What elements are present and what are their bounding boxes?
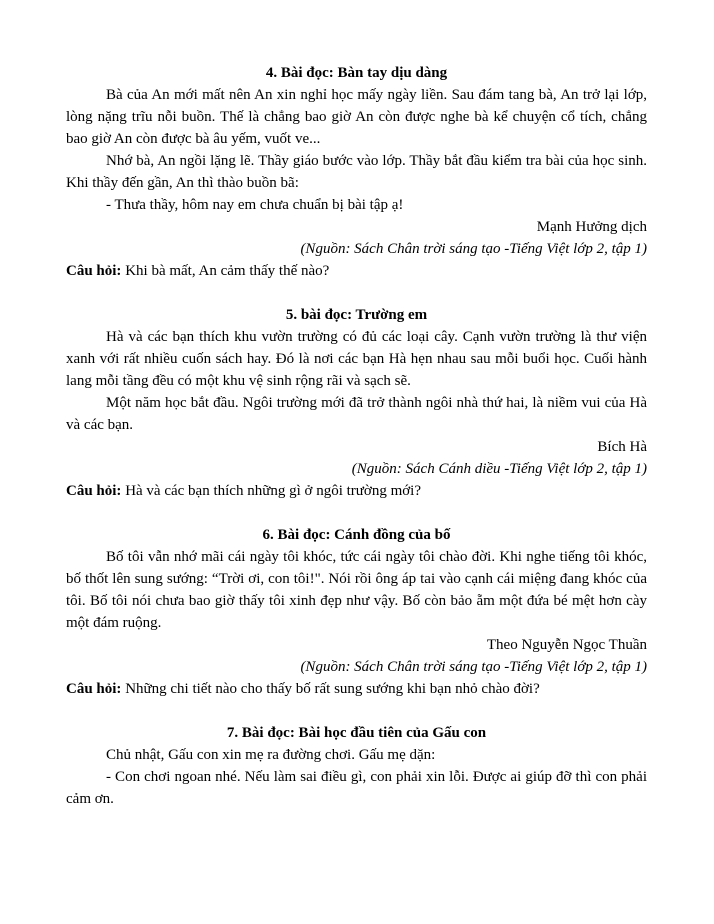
paragraph: Hà và các bạn thích khu vườn trường có đủ các loại cây. Cạnh vườn trường là thư viện xanh với rất nhiều cuốn sách hay. Đó là nơi các bạn Hà hẹn nhau sau mỗi buổi học. Cuối hành lang mỗi tầng đều có một khu vệ sinh rộng rãi và sạch sẽ. [66,329,647,389]
section-5 [66,304,647,502]
question-text: Những chi tiết nào cho thấy bố rất sung sướng khi bạn nhỏ chào đời? [121,681,540,697]
paragraph: Nhớ bà, An ngồi lặng lẽ. Thầy giáo bước vào lớp. Thầy bắt đầu kiểm tra bài của học sinh. Khi thầy đến gần, An thì thào buồn bã: [66,153,647,191]
document-page [66,62,647,810]
paragraph: Bố tôi vẫn nhớ mãi cái ngày tôi khóc, tức cái ngày tôi chào đời. Khi nghe tiếng tôi khóc, bố thốt lên sung sướng: “Trời ơi, con tôi!". Nói rồi ông áp tai vào cạnh cái miệng đang khóc của tôi. Bố tôi nói chưa bao giờ thấy tôi xinh đẹp như vậy. Bố còn bảo ẵm một đứa bé mệt hơn cày một đám ruộng. [66,549,647,631]
paragraph: Chủ nhật, Gấu con xin mẹ ra đường chơi. Gấu mẹ dặn: [106,747,436,763]
paragraph: - Thưa thầy, hôm nay em chưa chuẩn bị bài tập ạ! [106,197,404,213]
question [66,260,647,282]
source: (Nguồn: Sách Chân trời sáng tạo -Tiếng Việt lớp 2, tập 1) [300,241,647,257]
section-title: 5. bài đọc: Trường em [285,307,428,323]
question-text: Hà và các bạn thích những gì ở ngôi trường mới? [121,483,422,499]
question-label: Câu hỏi: [66,263,122,279]
section-title: 4. Bài đọc: Bàn tay dịu dàng [265,65,448,81]
question-text: Khi bà mất, An cảm thấy thế nào? [121,263,330,279]
section-title: 7. Bài đọc: Bài học đầu tiên của Gấu con [226,725,487,741]
source: (Nguồn: Sách Cánh diều -Tiếng Việt lớp 2, tập 1) [351,461,647,477]
author: Theo Nguyễn Ngọc Thuần [486,637,647,653]
paragraph: - Con chơi ngoan nhé. Nếu làm sai điều gì, con phải xin lỗi. Được ai giúp đỡ thì con phải cảm ơn. [66,769,647,807]
paragraph: Một năm học bắt đầu. Ngôi trường mới đã trở thành ngôi nhà thứ hai, là niềm vui của Hà và các bạn. [66,395,647,433]
section-7 [66,722,647,810]
question [66,480,647,502]
source: (Nguồn: Sách Chân trời sáng tạo -Tiếng Việt lớp 2, tập 1) [300,659,647,675]
question-label: Câu hỏi: [66,483,122,499]
section-title: 6. Bài đọc: Cánh đồng của bố [262,527,451,543]
question [66,678,647,700]
author: Bích Hà [597,439,647,455]
section-6 [66,524,647,700]
paragraph: Bà của An mới mất nên An xin nghỉ học mấy ngày liền. Sau đám tang bà, An trở lại lớp, lòng nặng trĩu nỗi buồn. Thế là chẳng bao giờ An còn được nghe bà kể chuyện cổ tích, chẳng bao giờ An còn được bà âu yếm, vuốt ve... [66,87,647,147]
author: Mạnh Hưởng dịch [536,219,647,235]
section-4 [66,62,647,282]
question-label: Câu hỏi: [66,681,122,697]
